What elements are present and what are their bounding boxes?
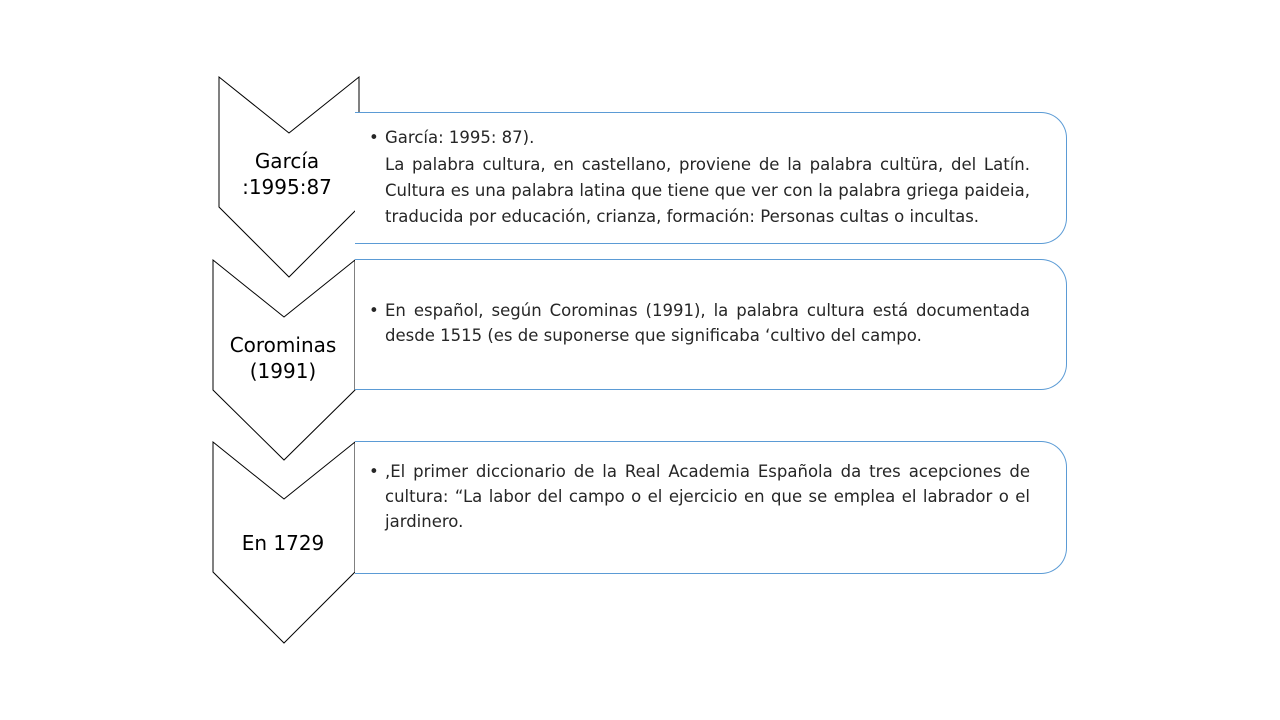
chevron-label-corominas: Corominas (1991) [229,333,337,383]
chevron-label-1729: En 1729 [241,531,325,555]
bullet-text: • García: 1995: 87). [369,126,1030,150]
body-text: La palabra cultura, en castellano, proviene de la palabra cultüra, del Latín. Cultura es una palabra latina que tiene que ver con la palabra griega paideia, traducida por educación, crianza, formación: Personas cultas o incultas. [385,155,1030,226]
bullet-text: • En español, según Corominas (1991), la palabra cultura está documentada desde 1515 (es de suponerse que significaba ‘cultivo del campo. [369,298,1030,348]
chevron-label-garcia: García :1995:87 [242,149,332,199]
content-box-1729 [355,441,1067,574]
content-box-garcia [355,112,1067,244]
bullet-text: • ,El primer diccionario de la Real Academia Española da tres acepciones de cultura: “La labor del campo o el ejercicio en que se emplea el labrador o el jardinero. [369,459,1030,534]
content-box-corominas [355,259,1067,390]
